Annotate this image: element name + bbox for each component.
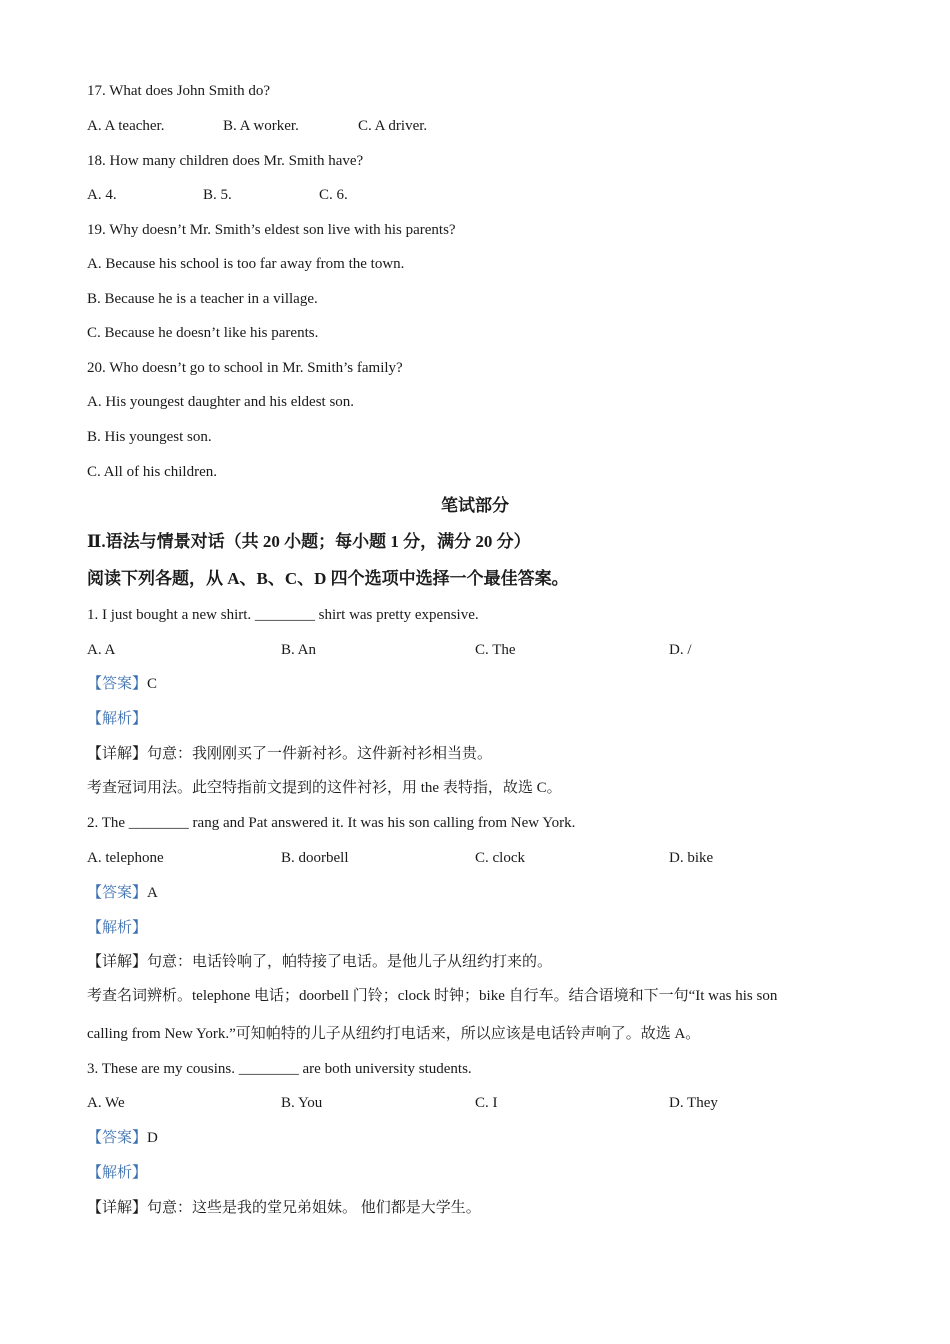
item1-option-a: A. A <box>87 642 116 658</box>
q17-option-c: C. A driver. <box>358 118 428 134</box>
written-part-title: 笔试部分 <box>441 496 509 515</box>
q19-option-a: A. Because his school is too far away from the town. <box>87 256 405 272</box>
item1-option-d: D. / <box>669 642 692 658</box>
item1-option-c: C. The <box>475 642 516 658</box>
item2-option-b: B. doorbell <box>281 850 349 866</box>
item3-answer <box>87 1129 158 1147</box>
answer-value: A <box>147 885 158 901</box>
item3-detail <box>87 1199 481 1217</box>
item1-analysis-tag: 【解析】 <box>87 711 148 727</box>
item2-explanation-line2: calling from New York.”可知帕特的儿子从纽约打电话来，所以应该是电话铃声响了。故选 A。 <box>87 1026 701 1042</box>
item2-option-d: D. bike <box>669 850 714 866</box>
item1-answer <box>87 675 157 693</box>
detail-tag: 【详解】 <box>87 1200 148 1216</box>
item2-answer <box>87 884 158 902</box>
detail-text: 句意：我刚刚买了一件新衬衫。这件新衬衫相当贵。 <box>147 746 493 762</box>
answer-value: D <box>147 1130 158 1146</box>
item2-explanation-line1: 考查名词辨析。telephone 电话；doorbell 门铃；clock 时钟；bike 自行车。结合语境和下一句“It was his son <box>87 988 778 1004</box>
q18-option-b: B. 5. <box>203 187 232 203</box>
item2-stem: 2. The ________ rang and Pat answered it. It was his son calling from New York. <box>87 815 576 831</box>
q20-stem: 20. Who doesn’t go to school in Mr. Smith’s family? <box>87 360 403 376</box>
item3-option-d: D. They <box>669 1095 718 1111</box>
detail-text: 句意：电话铃响了，帕特接了电话。是他儿子从纽约打来的。 <box>147 954 553 970</box>
item3-option-a: A. We <box>87 1095 125 1111</box>
item2-option-c: C. clock <box>475 850 525 866</box>
item3-option-c: C. I <box>475 1095 498 1111</box>
item3-analysis-tag: 【解析】 <box>87 1165 148 1181</box>
answer-tag: 【答案】 <box>87 1130 148 1146</box>
item1-explanation: 考查冠词用法。此空特指前文提到的这件衬衫，用 the 表特指，故选 C。 <box>87 780 562 796</box>
q19-option-c: C. Because he doesn’t like his parents. <box>87 325 319 341</box>
q17-option-b: B. A worker. <box>223 118 299 134</box>
item3-stem: 3. These are my cousins. ________ are both university students. <box>87 1061 472 1077</box>
q20-option-b: B. His youngest son. <box>87 429 212 445</box>
detail-tag: 【详解】 <box>87 746 148 762</box>
detail-tag: 【详解】 <box>87 954 148 970</box>
q18-option-a: A. 4. <box>87 187 117 203</box>
section-2-title: Ⅱ.语法与情景对话（共 20 小题；每小题 1 分，满分 20 分） <box>87 532 531 551</box>
answer-tag: 【答案】 <box>87 885 148 901</box>
item3-option-b: B. You <box>281 1095 323 1111</box>
item2-analysis-tag: 【解析】 <box>87 920 148 936</box>
q18-stem: 18. How many children does Mr. Smith have? <box>87 153 364 169</box>
q17-stem: 17. What does John Smith do? <box>87 83 271 99</box>
q19-option-b: B. Because he is a teacher in a village. <box>87 291 318 307</box>
q17-option-a: A. A teacher. <box>87 118 165 134</box>
answer-tag: 【答案】 <box>87 676 148 692</box>
detail-text: 句意：这些是我的堂兄弟姐妹。 他们都是大学生。 <box>147 1200 481 1216</box>
q20-option-c: C. All of his children. <box>87 464 217 480</box>
item1-stem: 1. I just bought a new shirt. ________ shirt was pretty expensive. <box>87 607 479 623</box>
q19-stem: 19. Why doesn’t Mr. Smith’s eldest son live with his parents? <box>87 222 456 238</box>
answer-value: C <box>147 676 158 692</box>
item2-detail <box>87 953 552 971</box>
section-2-instruction: 阅读下列各题，从 A、B、C、D 四个选项中选择一个最佳答案。 <box>87 569 569 588</box>
q18-option-c: C. 6. <box>319 187 348 203</box>
q20-option-a: A. His youngest daughter and his eldest son. <box>87 394 355 410</box>
item2-option-a: A. telephone <box>87 850 164 866</box>
item1-detail <box>87 745 492 763</box>
item1-option-b: B. An <box>281 642 317 658</box>
